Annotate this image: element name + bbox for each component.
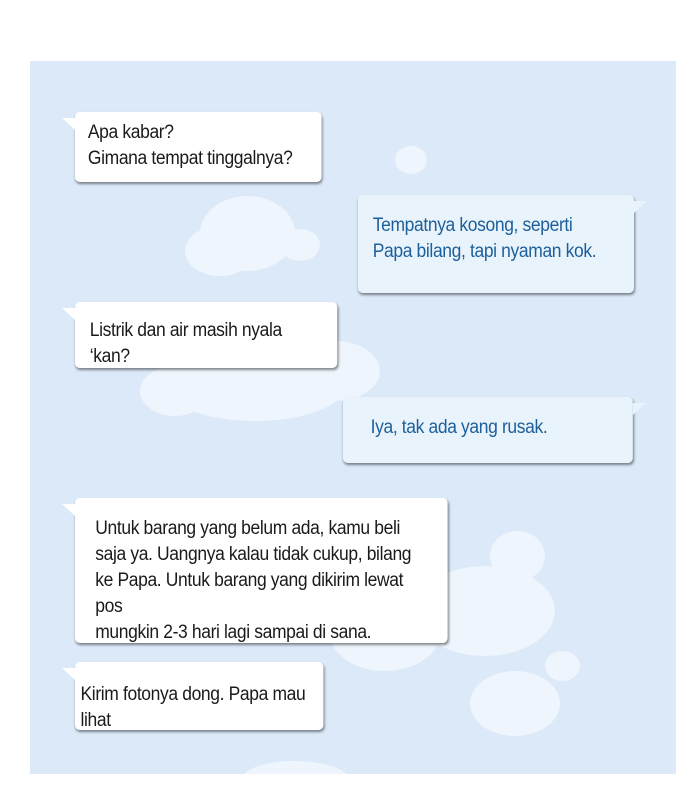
bubble-tail — [62, 308, 75, 320]
message-text: Apa kabar? Gimana tempat tinggalnya? — [87, 122, 293, 169]
cloud-decoration — [140, 366, 210, 416]
message-bubble-outgoing — [343, 397, 633, 463]
message-text: Tempatnya kosong, seperti Papa bilang, tapi nyaman kok. — [372, 215, 597, 262]
cloud-decoration — [240, 761, 350, 774]
cloud-decoration — [520, 676, 542, 696]
cloud-decoration — [280, 229, 320, 261]
bubble-tail — [62, 504, 75, 516]
message-bubble-incoming — [75, 302, 337, 368]
cloud-decoration — [185, 226, 255, 276]
message-text: Kirim fotonya dong. Papa mau lihat — [80, 684, 306, 731]
message-text: Listrik dan air masih nyala ‘kan? — [89, 320, 282, 367]
bubble-tail — [633, 403, 646, 415]
message-bubble-incoming — [75, 112, 322, 182]
bubble-tail — [62, 668, 75, 680]
cloud-decoration — [545, 651, 580, 681]
bubble-tail — [634, 201, 647, 213]
cloud-decoration — [490, 531, 545, 581]
message-text: Untuk barang yang belum ada, kamu beli saja ya. Uangnya kalau tidak cukup, bilang ke Papa. Untuk barang yang dikirim lewat pos mungkin 2-3 hari lagi sampai di sana. — [95, 518, 412, 643]
message-text: Iya, tak ada yang rusak. — [370, 417, 548, 438]
cloud-decoration — [470, 671, 560, 736]
message-bubble-outgoing — [358, 195, 634, 293]
bubble-tail — [62, 118, 75, 130]
cloud-decoration — [395, 146, 427, 174]
message-bubble-incoming — [75, 498, 448, 643]
message-bubble-incoming — [75, 662, 323, 730]
